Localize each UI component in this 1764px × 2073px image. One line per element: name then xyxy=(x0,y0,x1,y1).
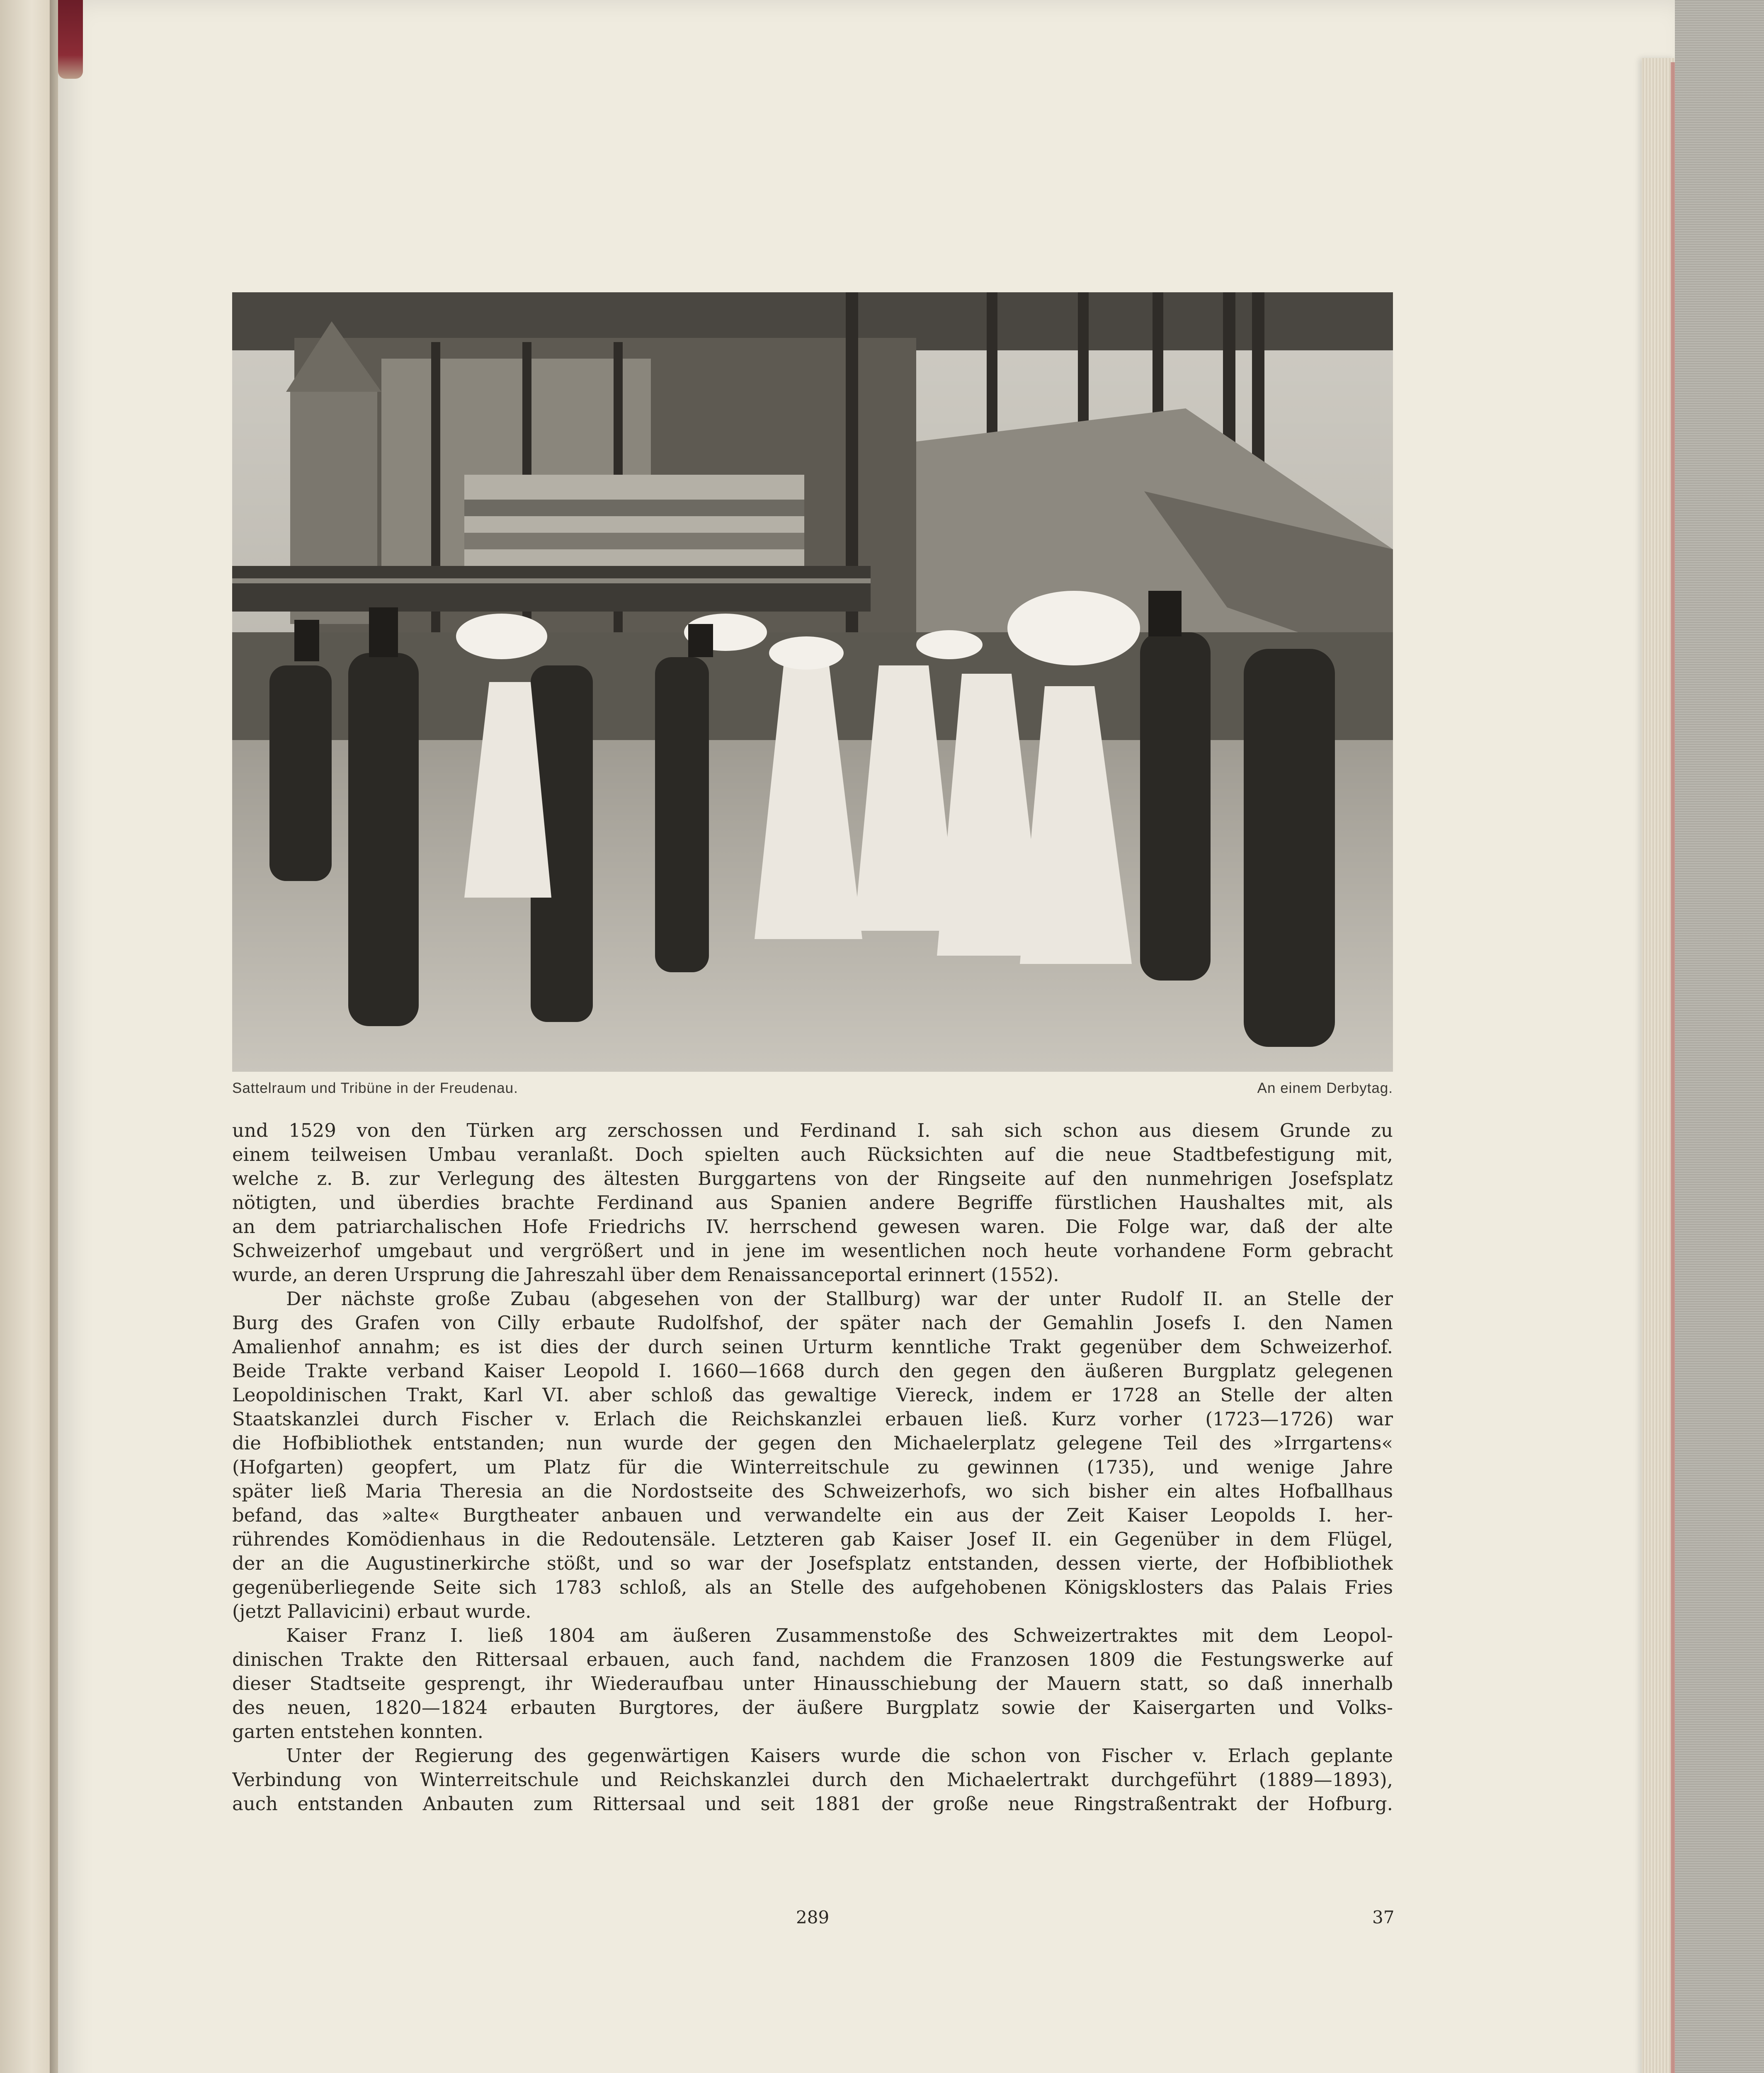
text-line: gegenüberliegende Seite sich 1783 schloß, als an Stelle des aufgehobenen Königsklosters das Palais Fries xyxy=(232,1576,1393,1598)
text-line: garten entstehen konnten. xyxy=(232,1721,483,1743)
text-line: des neuen, 1820—1824 erbauten Burgtores, der äußere Burgplatz sowie der Kaisergarten und Volks- xyxy=(232,1697,1393,1719)
text-line: einem teilweisen Umbau veranlaßt. Doch spielten auch Rücksichten auf die neue Stadtbefestigung mit, xyxy=(232,1143,1393,1165)
bookmark-ribbon xyxy=(58,0,83,79)
text-line: dinischen Trakte den Rittersaal erbauen, auch fand, nachdem die Franzosen 1809 die Festungswerke auf xyxy=(232,1648,1393,1670)
signature-mark: 37 xyxy=(1372,1907,1395,1927)
page-block-edges xyxy=(1642,58,1675,2073)
text-line: wurde, an deren Ursprung die Jahreszahl über dem Renaissanceportal erinnert (1552). xyxy=(232,1264,1059,1286)
photograph-image xyxy=(232,292,1393,1072)
text-line: Verbindung von Winterreitschule und Reichskanzlei durch den Michaelertrakt durchgeführt (1889—1893), xyxy=(232,1769,1393,1791)
text-line: Schweizerhof umgebaut und vergrößert und in jene im wesentlichen noch heute vorhandene Form gebracht xyxy=(232,1240,1393,1262)
text-line: später ließ Maria Theresia an die Nordostseite des Schweizerhofs, wo sich bisher ein altes Hofballhaus xyxy=(232,1480,1393,1502)
body-text xyxy=(232,1119,1393,1816)
text-line: (jetzt Pallavicini) erbaut wurde. xyxy=(232,1600,531,1622)
page-number: 289 xyxy=(796,1907,830,1927)
text-line: rührendes Komödienhaus in die Redoutensäle. Letzteren gab Kaiser Josef II. ein Gegenüber in dem Flügel, xyxy=(232,1528,1393,1550)
left-page-edge xyxy=(0,0,58,2073)
text-line: dieser Stadtseite gesprengt, ihr Wiederaufbau unter Hinausschiebung der Mauern statt, so daß innerhalb xyxy=(232,1672,1393,1694)
text-line: der an die Augustinerkirche stößt, und so war der Josefsplatz entstanden, dessen vierte, der Hofbibliothek xyxy=(232,1552,1393,1574)
text-line: Burg des Grafen von Cilly erbaute Rudolfshof, der später nach der Gemahlin Josefs I. den Namen xyxy=(232,1312,1393,1334)
text-line: auch entstanden Anbauten zum Rittersaal und seit 1881 der große neue Ringstraßentrakt der Hofburg. xyxy=(232,1793,1393,1815)
text-line: die Hofbibliothek entstanden; nun wurde der gegen den Michaelerplatz gelegene Teil des »Irrgartens« xyxy=(232,1432,1393,1454)
text-line: welche z. B. zur Verlegung des ältesten Burggartens von der Ringseite auf den nunmehrigen Josefsplatz xyxy=(232,1168,1393,1189)
text-line: nötigten, und überdies brachte Ferdinand aus Spanien andere Begriffe fürstlichen Haushaltes mit, als xyxy=(232,1192,1393,1214)
book-cover-edge xyxy=(1675,0,1764,2073)
text-line: Der nächste große Zubau (abgesehen von der Stallburg) war der unter Rudolf II. an Stelle der xyxy=(286,1288,1393,1310)
text-line: Kaiser Franz I. ließ 1804 am äußeren Zusammenstoße des Schweizertraktes mit dem Leopol- xyxy=(286,1624,1393,1646)
photo-caption-right: An einem Derbytag. xyxy=(1257,1080,1393,1096)
photograph-racecourse-grandstand xyxy=(232,292,1393,1072)
text-line: Unter der Regierung des gegenwärtigen Kaisers wurde die schon von Fischer v. Erlach geplante xyxy=(286,1745,1393,1767)
photo-caption-left: Sattelraum und Tribüne in der Freudenau. xyxy=(232,1080,518,1096)
text-line: befand, das »alte« Burgtheater anbauen und verwandelte ein aus der Zeit Kaiser Leopolds I. her- xyxy=(232,1504,1393,1526)
text-line: und 1529 von den Türken arg zerschossen und Ferdinand I. sah sich schon aus diesem Grunde zu xyxy=(232,1119,1393,1141)
text-line: an dem patriarchalischen Hofe Friedrichs IV. herrschend gewesen waren. Die Folge war, daß der alte xyxy=(232,1216,1393,1238)
text-line: Staatskanzlei durch Fischer v. Erlach die Reichskanzlei erbauen ließ. Kurz vorher (1723—1726) war xyxy=(232,1408,1393,1430)
text-line: (Hofgarten) geopfert, um Platz für die Winterreitschule zu gewinnen (1735), und wenige Jahre xyxy=(232,1456,1393,1478)
text-line: Leopoldinischen Trakt, Karl VI. aber schloß das gewaltige Viereck, indem er 1728 an Stelle der alten xyxy=(232,1384,1393,1406)
text-line: Amalienhof annahm; es ist dies der durch seinen Urturm kenntliche Trakt gegenüber dem Schweizerhof. xyxy=(232,1336,1393,1358)
text-line: Beide Trakte verband Kaiser Leopold I. 1660—1668 durch den gegen den äußeren Burgplatz gelegenen xyxy=(232,1360,1393,1382)
